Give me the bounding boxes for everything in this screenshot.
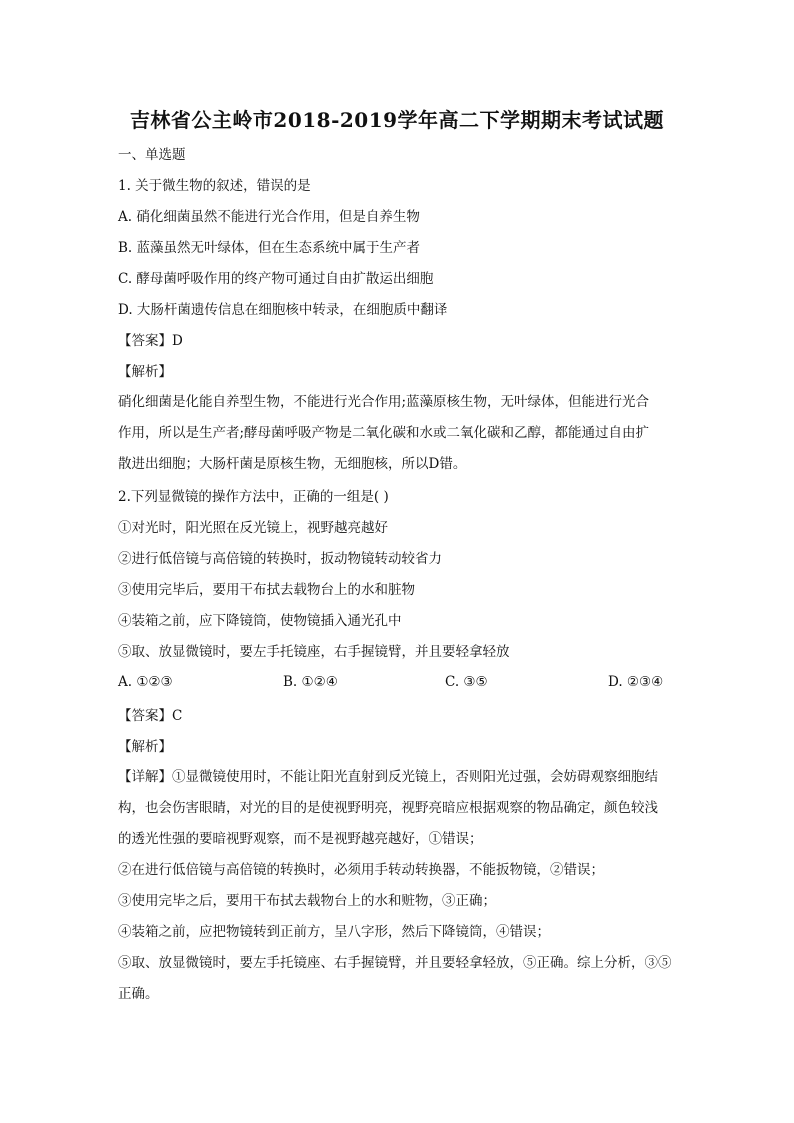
q2-item-5: ⑤取、放显微镜时，要左手托镜座，右手握镜臂，并且要轻拿轻放 — [118, 644, 510, 660]
q2-item-2: ②进行低倍镜与高倍镜的转换时，扳动物镜转动较省力 — [118, 551, 442, 567]
q1-stem: 1. 关于微生物的叙述，错误的是 — [118, 178, 311, 194]
q2-options — [118, 674, 678, 696]
q2-detail-line: ②在进行低倍镜与高倍镜的转换时，必须用手转动转换器，不能扳物镜，②错误； — [118, 862, 604, 878]
q1-analysis-label: 【解析】 — [118, 364, 172, 380]
page-title: 吉林省公主岭市2018-2019学年高二下学期期末考试试题 — [129, 108, 665, 132]
q2-stem: 2.下列显微镜的操作方法中，正确的一组是( ) — [118, 489, 389, 505]
q1-option-d: D. 大肠杆菌遗传信息在细胞核中转录，在细胞质中翻译 — [118, 302, 448, 318]
q1-analysis-text — [118, 387, 678, 480]
q2-detail-line: ③使用完毕之后，要用干布拭去载物台上的水和赃物，③正确； — [118, 893, 496, 909]
q2-option-c: C. ③⑤ — [445, 674, 488, 690]
q2-option-a: A. ①②③ — [118, 674, 173, 690]
q2-item-3: ③使用完毕后，要用干布拭去载物台上的水和脏物 — [118, 582, 415, 598]
q1-analysis-line: 散进出细胞；大肠杆菌是原核生物，无细胞核，所以D错。 — [118, 456, 467, 472]
q2-answer: 【答案】C — [118, 708, 183, 724]
q2-detail-line: 的透光性强的要暗视野观察，而不是视野越亮越好，①错误； — [118, 831, 483, 847]
q2-option-b: B. ①②④ — [283, 674, 338, 690]
q1-option-a: A. 硝化细菌虽然不能进行光合作用，但是自养生物 — [118, 209, 420, 225]
q2-detail-line: 【详解】①显微镜使用时，不能让阳光直射到反光镜上，否则阳光过强，会妨碍观察细胞结 — [118, 769, 658, 785]
q2-detail-line: 构，也会伤害眼睛，对光的目的是使视野明亮，视野亮暗应根据观察的物品确定，颜色较浅 — [118, 800, 658, 816]
q2-detail-line: 正确。 — [118, 986, 159, 1002]
section-heading: 一、单选题 — [118, 147, 186, 163]
q2-item-4: ④装箱之前，应下降镜筒，使物镜插入通光孔中 — [118, 613, 402, 629]
q1-answer: 【答案】D — [118, 333, 183, 349]
q1-option-b: B. 蓝藻虽然无叶绿体，但在生态系统中属于生产者 — [118, 240, 421, 256]
q2-detail-line: ④装箱之前，应把物镜转到正前方，呈八字形，然后下降镜筒，④错误； — [118, 924, 550, 940]
q2-analysis-label: 【解析】 — [118, 739, 172, 755]
q1-option-c: C. 酵母菌呼吸作用的终产物可通过自由扩散运出细胞 — [118, 271, 434, 287]
q2-detail-line: ⑤取、放显微镜时，要左手托镜座、右手握镜臂，并且要轻拿轻放，⑤正确。综上分析，③⑤ — [118, 955, 672, 971]
q1-analysis-line: 作用，所以是生产者;酵母菌呼吸产物是二氧化碳和水或二氧化碳和乙醇，都能通过自由扩 — [118, 425, 650, 441]
q2-option-d: D. ②③④ — [608, 674, 664, 690]
q1-analysis-line: 硝化细菌是化能自养型生物，不能进行光合作用;蓝藻原核生物，无叶绿体，但能进行光合 — [118, 394, 650, 410]
q2-item-1: ①对光时，阳光照在反光镜上，视野越亮越好 — [118, 520, 388, 536]
q2-detail-text — [118, 762, 678, 1010]
